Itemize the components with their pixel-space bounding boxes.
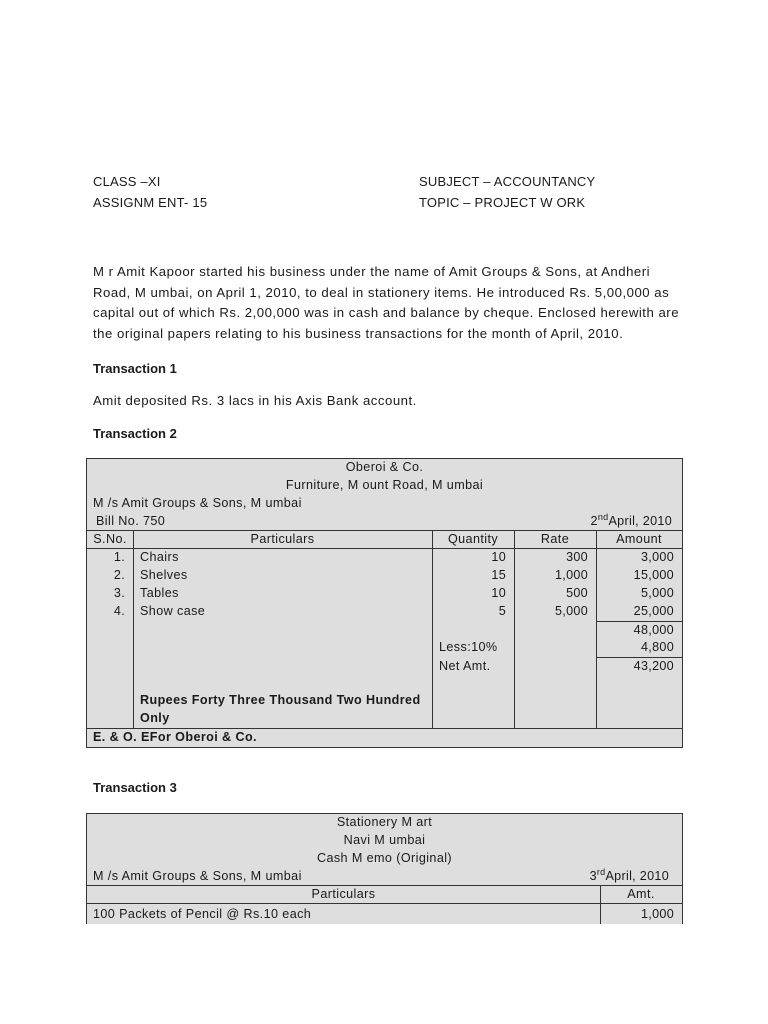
class-label: CLASS –XI <box>93 174 161 189</box>
subject-label: SUBJECT – ACCOUNTANCY <box>419 174 596 189</box>
intro-line: Road, M umbai, on April 1, 2010, to deal in stationery items. He introduced Rs. 5,00,000 as <box>93 284 670 300</box>
row-qty: 15 <box>491 568 506 582</box>
buyer-name: M /s Amit Groups & Sons, M umbai <box>93 496 302 510</box>
divider <box>596 530 597 728</box>
col-particulars: Particulars <box>250 532 315 546</box>
less-amount: 4,800 <box>640 640 674 654</box>
col-particulars: Particulars <box>311 887 376 901</box>
amount-in-words: Rupees Forty Three Thousand Two Hundred <box>140 693 421 707</box>
col-amount: Amount <box>616 532 662 546</box>
divider <box>87 728 682 729</box>
intro-line: M r Amit Kapoor started his business under the name of Amit Groups & Sons, at Andheri <box>93 264 651 279</box>
row-sno: 4. <box>113 604 125 618</box>
row-amount: 15,000 <box>633 568 674 582</box>
divider <box>133 530 134 728</box>
topic-label: TOPIC – PROJECT W ORK <box>419 195 586 210</box>
seller-address: Navi M umbai <box>343 833 426 847</box>
row-item: Tables <box>140 586 179 600</box>
cash-memo-stationery <box>86 813 683 925</box>
intro-line: capital out of which Rs. 2,00,000 was in cash and balance by cheque. Enclosed herewith are <box>93 305 680 320</box>
bill-number: Bill No. 750 <box>96 514 166 528</box>
divider <box>87 530 682 531</box>
row-sno: 1. <box>113 550 125 564</box>
row-amount: 3,000 <box>640 550 674 564</box>
col-sno: S.No. <box>93 532 127 546</box>
divider <box>87 548 682 549</box>
buyer-name: M /s Amit Groups & Sons, M umbai <box>93 869 302 883</box>
subtotal-amount: 48,000 <box>633 623 674 637</box>
row-item: 100 Packets of Pencil @ Rs.10 each <box>93 907 312 921</box>
seller-name: Oberoi & Co. <box>345 460 424 474</box>
divider <box>432 530 433 728</box>
net-label: Net Amt. <box>439 659 491 673</box>
page-edge <box>80 924 690 944</box>
row-rate: 5,000 <box>554 604 588 618</box>
bill-date: 2ndApril, 2010 <box>590 512 672 529</box>
row-item: Chairs <box>140 550 179 564</box>
invoice-oberoi <box>86 458 683 748</box>
row-sno: 3. <box>113 586 125 600</box>
less-label: Less:10% <box>439 640 498 654</box>
intro-line: the original papers relating to his business transactions for the month of April, 2010. <box>93 325 624 341</box>
col-rate: Rate <box>540 532 570 546</box>
row-amount: 1,000 <box>640 907 674 921</box>
row-item: Show case <box>140 604 206 618</box>
seller-name: Stationery M art <box>336 815 433 829</box>
row-amount: 25,000 <box>633 604 674 618</box>
transaction-1-text: Amit deposited Rs. 3 lacs in his Axis Bank account. <box>93 393 417 408</box>
row-item: Shelves <box>140 568 188 582</box>
row-qty: 10 <box>491 586 506 600</box>
amount-in-words-cont: Only <box>140 711 170 725</box>
row-sno: 2. <box>113 568 125 582</box>
divider <box>87 903 682 904</box>
col-quantity: Quantity <box>447 532 499 546</box>
intro-paragraph <box>93 262 683 344</box>
divider <box>514 530 515 728</box>
row-rate: 300 <box>566 550 588 564</box>
memo-type: Cash M emo (Original) <box>316 851 453 865</box>
row-qty: 10 <box>491 550 506 564</box>
divider <box>596 621 682 622</box>
transaction-2-heading: Transaction 2 <box>93 426 177 441</box>
memo-date: 3rdApril, 2010 <box>589 867 669 884</box>
transaction-1-heading: Transaction 1 <box>93 361 177 376</box>
seller-address: Furniture, M ount Road, M umbai <box>285 478 484 492</box>
assignment-label: ASSIGNM ENT- 15 <box>93 195 208 210</box>
divider <box>596 657 682 658</box>
row-rate: 500 <box>566 586 588 600</box>
row-qty: 5 <box>498 604 506 618</box>
col-amount: Amt. <box>627 887 655 901</box>
divider <box>87 885 682 886</box>
transaction-3-heading: Transaction 3 <box>93 780 177 795</box>
invoice-footer: E. & O. EFor Oberoi & Co. <box>93 730 257 744</box>
net-amount: 43,200 <box>633 659 674 673</box>
row-amount: 5,000 <box>640 586 674 600</box>
row-rate: 1,000 <box>554 568 588 582</box>
